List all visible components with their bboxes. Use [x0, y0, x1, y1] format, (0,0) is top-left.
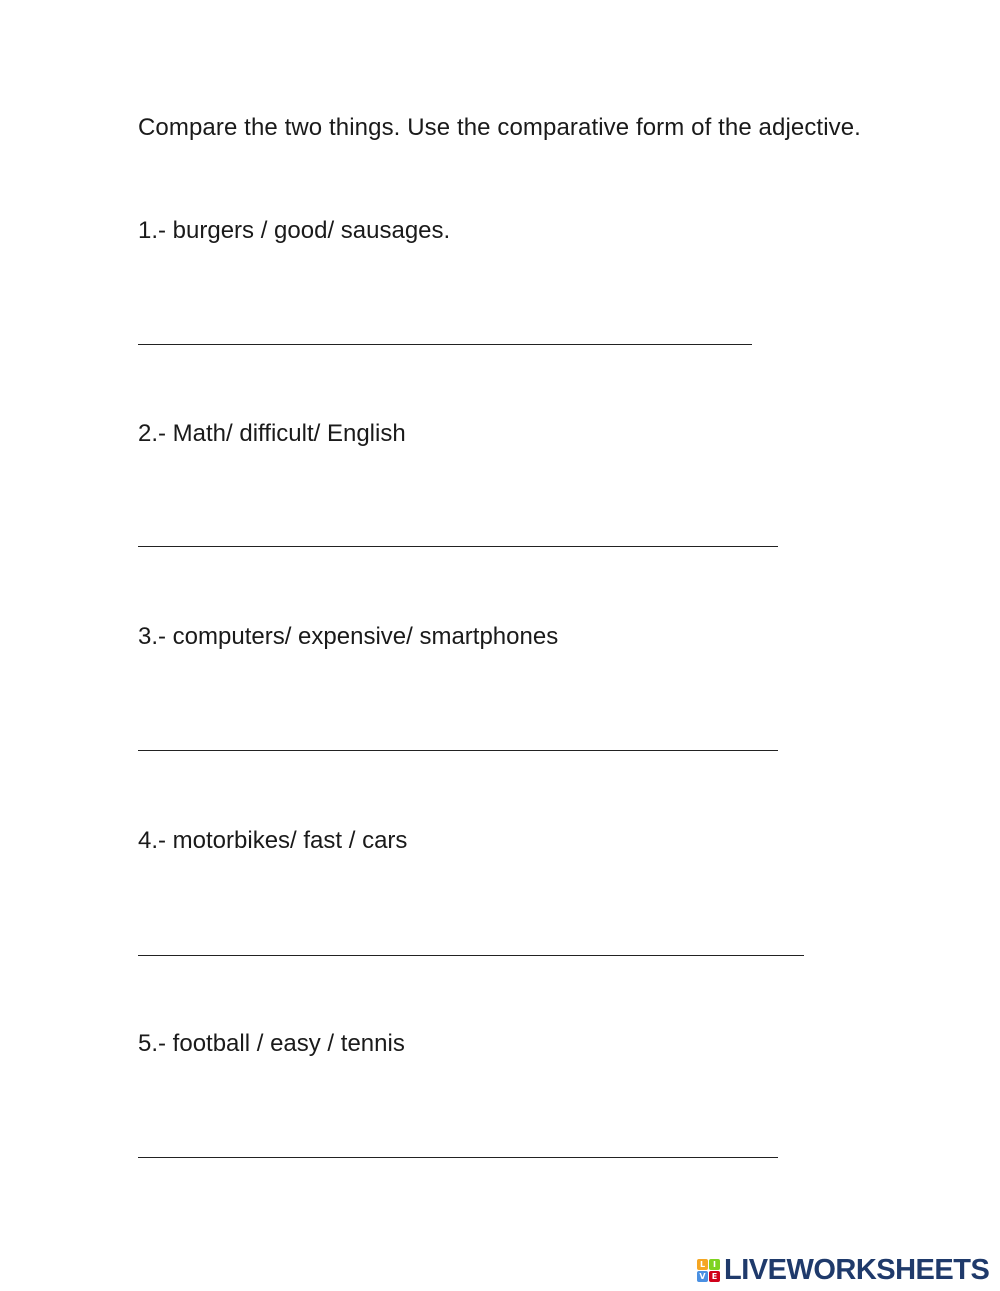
instructions-text: Compare the two things. Use the comparative form of the adjective. — [138, 114, 861, 141]
logo-block-i: I — [709, 1259, 720, 1270]
item-3-answer-line[interactable] — [138, 750, 778, 751]
logo-block-v: V — [697, 1271, 708, 1282]
logo-block-l: L — [697, 1259, 708, 1270]
item-3-prompt: 3.- computers/ expensive/ smartphones — [138, 623, 559, 650]
item-4-prompt: 4.- motorbikes/ fast / cars — [138, 827, 408, 854]
liveworksheets-logo — [697, 1254, 989, 1286]
logo-blocks-icon — [697, 1259, 720, 1282]
item-1-prompt: 1.- burgers / good/ sausages. — [138, 217, 451, 244]
item-2-prompt: 2.- Math/ difficult/ English — [138, 420, 406, 447]
item-5-prompt: 5.- football / easy / tennis — [138, 1030, 405, 1057]
item-2-answer-line[interactable] — [138, 546, 778, 547]
logo-block-e: E — [709, 1271, 720, 1282]
item-1-answer-line[interactable] — [138, 344, 752, 345]
item-5-answer-line[interactable] — [138, 1157, 778, 1158]
item-4-answer-line[interactable] — [138, 955, 804, 956]
logo-text: LIVEWORKSHEETS — [724, 1253, 990, 1286]
